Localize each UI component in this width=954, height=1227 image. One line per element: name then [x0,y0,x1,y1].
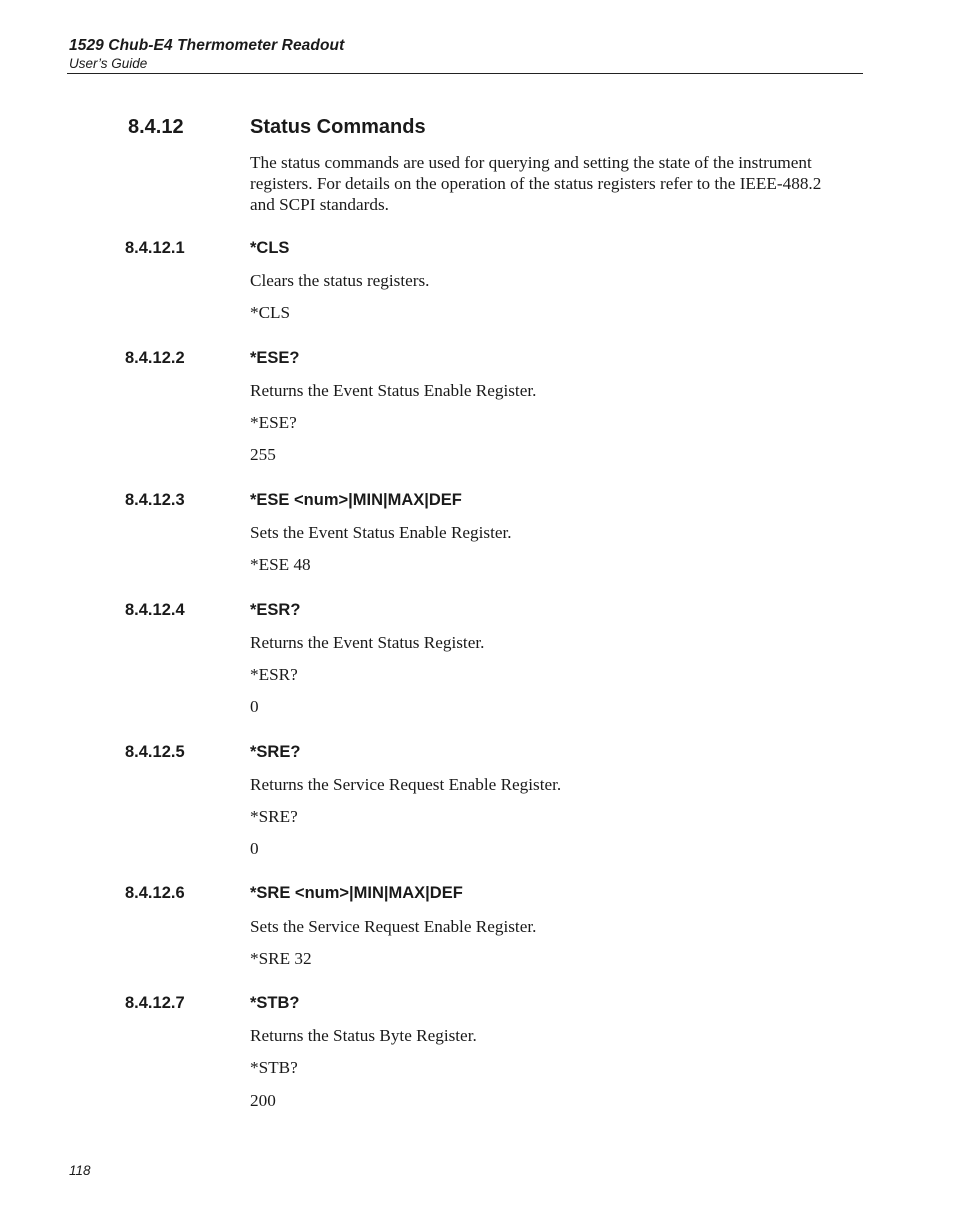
subsection-title: *SRE? [250,743,301,761]
header-rule [67,73,863,74]
command-example: *STB? [250,1058,298,1077]
command-example: *SRE 32 [250,949,312,968]
section-intro: The status commands are used for querying and setting the state of the instrument registers. For details on the operation of the status registers refer to the IEEE-488.2 and SCPI standards. [250,153,822,214]
command-response: 200 [250,1091,276,1110]
command-example: *ESE 48 [250,555,311,574]
subsection-description: Returns the Service Request Enable Register. [250,775,562,794]
command-response: 0 [250,697,259,716]
subsection-number: 8.4.12.4 [125,601,185,619]
subsection-description: Returns the Event Status Enable Register. [250,381,537,400]
command-example: *SRE? [250,807,298,826]
subsection-description: Returns the Status Byte Register. [250,1026,477,1045]
command-response: 0 [250,839,259,858]
subsection-description: Clears the status registers. [250,271,430,290]
subsection-description: Sets the Service Request Enable Register. [250,917,537,936]
subsection-description: Returns the Event Status Register. [250,633,485,652]
subsection-number: 8.4.12.2 [125,349,185,367]
command-response: 255 [250,445,276,464]
subsection-title: *SRE <num>|MIN|MAX|DEF [250,884,463,902]
command-example: *ESR? [250,665,298,684]
document-subtitle: User’s Guide [69,56,148,71]
subsection-title: *ESE? [250,349,300,367]
subsection-number: 8.4.12.5 [125,743,185,761]
subsection-title: *ESE <num>|MIN|MAX|DEF [250,491,462,509]
subsection-number: 8.4.12.6 [125,884,185,902]
subsection-description: Sets the Event Status Enable Register. [250,523,512,542]
subsection-number: 8.4.12.1 [125,239,185,257]
section-title: Status Commands [250,116,426,138]
page-number: 118 [69,1163,91,1178]
subsection-title: *CLS [250,239,290,257]
subsection-title: *ESR? [250,601,301,619]
command-example: *ESE? [250,413,297,432]
command-example: *CLS [250,303,291,322]
subsection-number: 8.4.12.7 [125,994,185,1012]
document-title: 1529 Chub-E4 Thermometer Readout [69,37,345,54]
section-number: 8.4.12 [128,116,184,138]
subsection-number: 8.4.12.3 [125,491,185,509]
subsection-title: *STB? [250,994,300,1012]
